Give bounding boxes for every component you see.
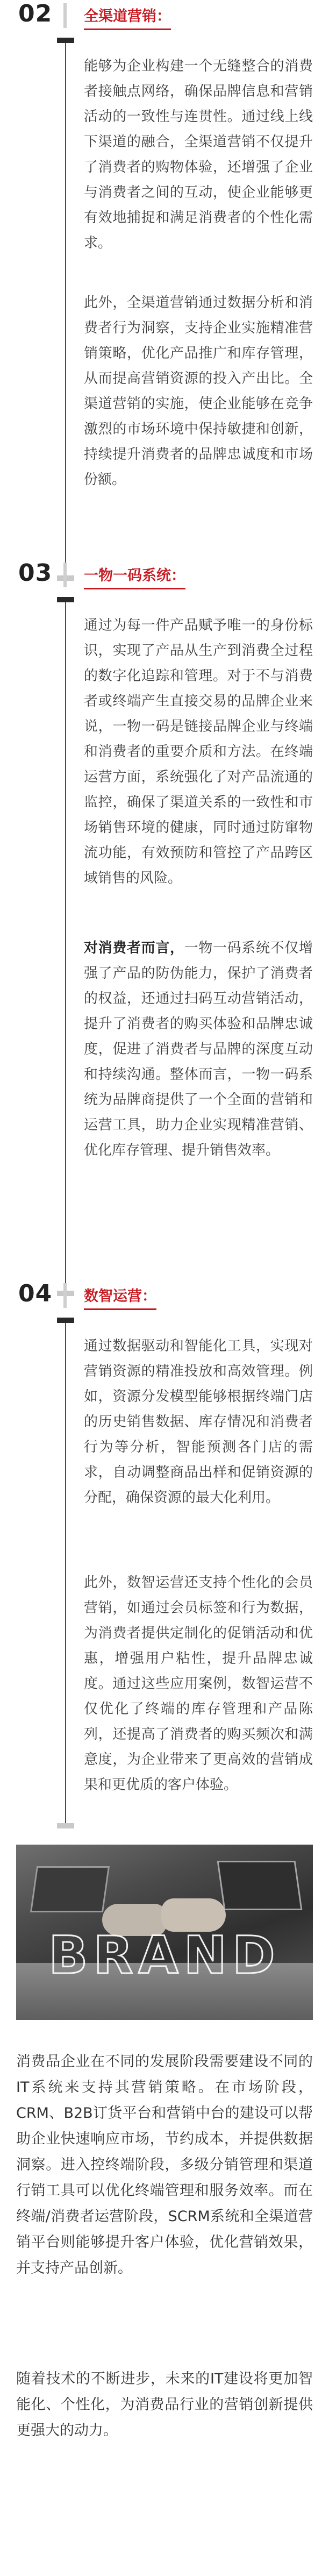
section-number: 03: [18, 559, 53, 587]
section-paragraph: 通过为每一件产品赋予唯一的身份标识，实现了产品从生产到消费全过程的数字化追踪和管理。对于不与消费者或终端产生直接交易的品牌企业来说，一物一码是链接品牌企业与终端和消费者的重要介质和方法。在终端运营方面，系统强化了对产品流通的监控，确保了渠道关系的一致性和市场销售环境的健康，同时通过防窜物流功能，有效预防和管控了产品跨区域销售的风险。: [84, 617, 313, 886]
section-number: 02: [18, 0, 53, 27]
red-vertical-line: [65, 38, 66, 360]
brand-overlay-text: BRAND: [48, 1925, 281, 1986]
section-title: 全渠道营销：: [84, 4, 171, 30]
section-paragraph-emphasis: [84, 936, 313, 1163]
line-tick-top: [57, 597, 74, 602]
line-tick-bottom: [57, 1823, 74, 1828]
line-tick-top: [57, 38, 74, 43]
number-divider: [63, 563, 67, 587]
laptop-right-illustration: [217, 1861, 303, 1910]
paragraph-rest: 一物一码系统不仅增强了产品的防伪能力，保护了消费者的权益，还通过扫码互动营销活动，提升了消费者的购买体验和品牌忠诚度，促进了消费者与品牌的深度互动和持续沟通。整体而言，一物一码系统为品牌商提供了一个全面的营销和运营工具，助力企业实现精准营销、优化库存管理、提升销售效率。: [84, 940, 313, 1158]
red-vertical-line: [65, 1318, 66, 1828]
section-title: 一物一码系统：: [84, 564, 185, 589]
section-paragraph: 能够为企业构建一个无缝整合的消费者接触点网络，确保品牌信息和营销活动的一致性与连贯性。通过线上线下渠道的融合，全渠道营销不仅提升了消费者的购物体验，还增强了企业与消费者之间的互动，使企业能够更有效地捕捉和满足消费者的个性化需求。: [84, 58, 313, 251]
brand-photo: [16, 1845, 313, 2020]
section-paragraph: 此外，全渠道营销通过数据分析和消费者行为洞察，支持企业实施精准营销策略，优化产品推广和库存管理，从而提高营销资源的投入产出比。全渠道营销的实施，使企业能够在竞争激烈的市场环境中保持敏捷和创新，持续提升消费者的品牌忠诚度和市场份额。: [84, 295, 313, 488]
number-divider: [63, 3, 67, 28]
section-number: 04: [18, 1280, 53, 1307]
number-divider: [63, 1283, 67, 1308]
red-vertical-line: [65, 597, 66, 1296]
section-paragraph: 通过数据驱动和智能化工具，实现对营销资源的精准投放和高效管理。例如，资源分发模型能够根据终端门店的历史销售数据、库存情况和消费者行为等分析，智能预测各门店的需求，自动调整商品出样和促销资源的分配，确保资源的最大化利用。: [84, 1338, 313, 1506]
line-tick-top: [57, 1318, 74, 1323]
closing-paragraph: 消费品企业在不同的发展阶段需要建设不同的IT系统来支持其营销策略。在市场阶段，CRM、B2B订货平台和营销中台的建设可以帮助企业快速响应市场，节约成本，并提供数据洞察。进入控终端阶段，多级分销管理和渠道行销工具可以优化终端管理和服务效率。而在终端/消费者运营阶段，SCRM系统和全渠道营销平台则能够提升客户体验，优化营销效果，并支持产品创新。: [16, 2053, 313, 2276]
section-paragraph: 此外，数智运营还支持个性化的会员营销，如通过会员标签和行为数据，为消费者提供定制化的促销活动和优惠，增强用户粘性，提升品牌忠诚度。通过这些应用案例，数智运营不仅优化了终端的库存管理和产品陈列，还提高了消费者的购买频次和满意度，为企业带来了更高效的营销成果和更优质的客户体验。: [84, 1575, 313, 1793]
bold-lead: 对消费者而言，: [84, 940, 184, 956]
section-title: 数智运营：: [84, 1284, 156, 1310]
closing-paragraph: 随着技术的不断进步，未来的IT建设将更加智能化、个性化，为消费品行业的营销创新提供更强大的动力。: [16, 2371, 313, 2439]
red-vertical-line-2: [65, 360, 66, 575]
laptop-left-illustration: [30, 1866, 110, 1912]
